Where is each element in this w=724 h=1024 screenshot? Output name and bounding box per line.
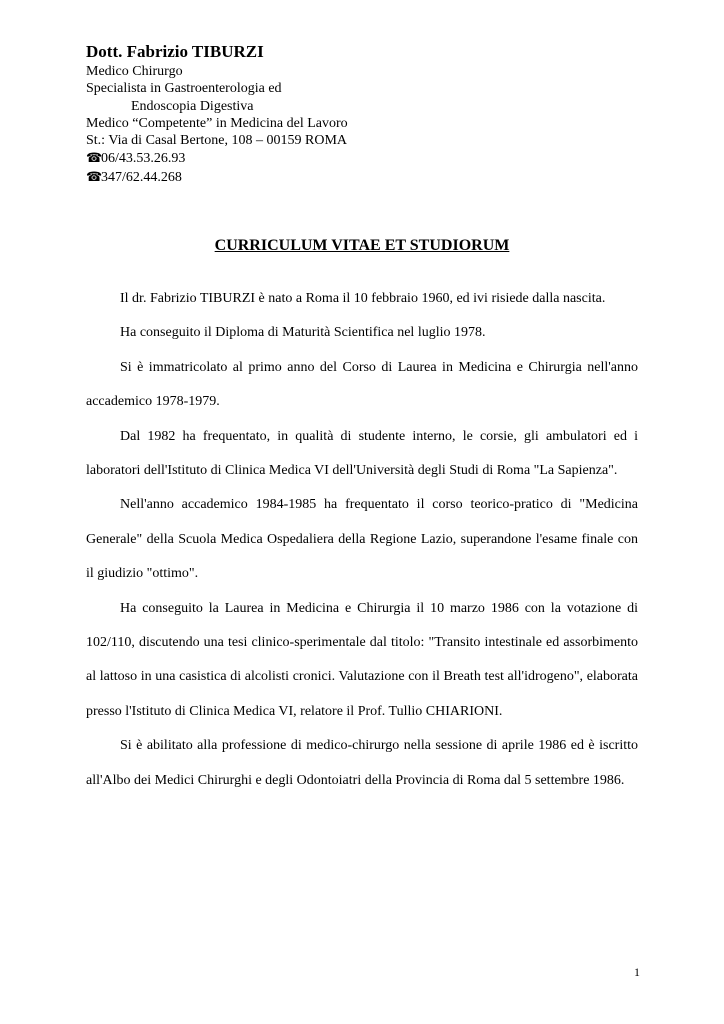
phone-number-2: 347/62.44.268: [101, 169, 182, 185]
letterhead-specialty: Specialista in Gastroenterologia ed: [86, 81, 282, 97]
letterhead-specialty-cont: Endoscopia Digestiva: [131, 98, 254, 114]
paragraph-diploma: Ha conseguito il Diploma di Maturità Scientifica nel luglio 1978.: [120, 325, 486, 341]
phone-number-1: 06/43.53.26.93: [101, 151, 186, 167]
paragraph-license: Si è abilitato alla professione di medico-chirurgo nella sessione di aprile 1986 ed è iscritto all'Albo dei Medici Chirurghi e degli Odontoiatri della Provincia di Roma dal 5 settembre 1986.: [86, 738, 638, 788]
telephone-icon: ☎: [86, 150, 103, 166]
letterhead-phone-2: [86, 168, 486, 186]
paragraph-general-medicine-course: Nell'anno accademico 1984-1985 ha frequentato il corso teorico-pratico di "Medicina Generale" della Scuola Medica Ospedaliera della Regione Lazio, superandone l'esame finale con il giudizio "ottimo".: [86, 497, 638, 582]
paragraph-degree: Ha conseguito la Laurea in Medicina e Chirurgia il 10 marzo 1986 con la votazione di 102/110, discutendo una tesi clinico-sperimentale dal titolo: "Transito intestinale ed assorbimento al lattoso in una casistica di alcolisti cronici. Valutazione con il Breath test all'idrogeno", elaborata presso l'Istituto di Clinica Medica VI, relatore il Prof. Tullio CHIARIONI.: [86, 600, 638, 719]
document-body: [86, 282, 638, 798]
letterhead-title: Medico Chirurgo: [86, 64, 183, 79]
paragraph-enrollment: Si è immatricolato al primo anno del Corso di Laurea in Medicina e Chirurgia nell'anno accademico 1978-1979.: [86, 359, 638, 410]
document-title: CURRICULUM VITAE ET STUDIORUM: [214, 237, 510, 254]
letterhead-role: Medico “Competente” in Medicina del Lavoro: [86, 115, 348, 131]
telephone-icon: ☎: [86, 168, 103, 184]
paragraph-internship: Dal 1982 ha frequentato, in qualità di studente interno, le corsie, gli ambulatori ed i laboratori dell'Istituto di Clinica Medica VI dell'Università degli Studi di Roma "La Sapienza".: [86, 428, 638, 479]
doctor-name: Dott. Fabrizio TIBURZI: [86, 42, 264, 61]
letterhead: [86, 41, 486, 186]
letterhead-address: St.: Via di Casal Bertone, 108 – 00159 ROMA: [86, 133, 348, 149]
letterhead-phone-1: [86, 149, 486, 167]
page-number: 1: [634, 965, 640, 979]
paragraph-birth: Il dr. Fabrizio TIBURZI è nato a Roma il 10 febbraio 1960, ed ivi risiede dalla nascita.: [120, 291, 606, 306]
